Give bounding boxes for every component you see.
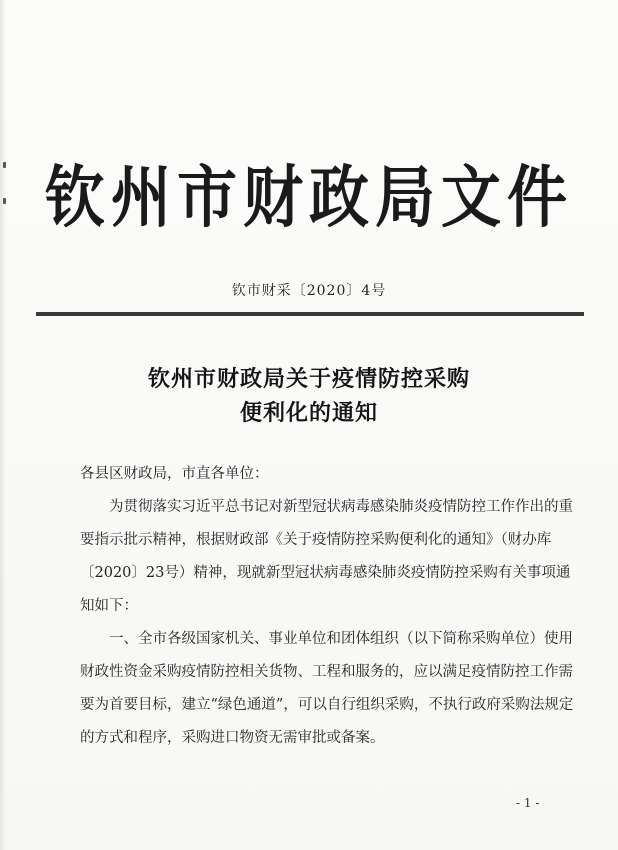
document-body [80, 458, 580, 755]
header-divider-rule [36, 312, 584, 316]
notice-title-line-2: 便利化的通知 [239, 400, 378, 426]
page-number: - 1 - [516, 796, 540, 810]
body-paragraph-1: 为贯彻落实习近平总书记对新型冠状病毒感染肺炎疫情防控工作作出的重要指示批示精神，根据财政部《关于疫情防控采购便利化的通知》（财办库〔2020〕23号）精神，现就新型冠状病毒感染肺炎疫情防控采购有关事项通知如下： [80, 499, 573, 614]
salutation: 各县区财政局，市直各单位： [80, 466, 269, 482]
notice-title [0, 362, 618, 430]
document-number: 钦市财采〔2020〕4号 [231, 283, 387, 299]
issuing-authority-title: 钦州市财政局文件 [45, 158, 573, 238]
body-paragraph-2: 一、全市各级国家机关、事业单位和团体组织（以下简称采购单位）使用财政性资金采购疫情防控相关货物、工程和服务的，应以满足疫情防控工作需要为首要目标，建立“绿色通道”，可以自行组织采购，不执行政府采购法规定的方式和程序，采购进口物资无需审批或备案。 [80, 631, 574, 746]
notice-title-line-1: 钦州市财政局关于疫情防控采购 [147, 366, 470, 392]
